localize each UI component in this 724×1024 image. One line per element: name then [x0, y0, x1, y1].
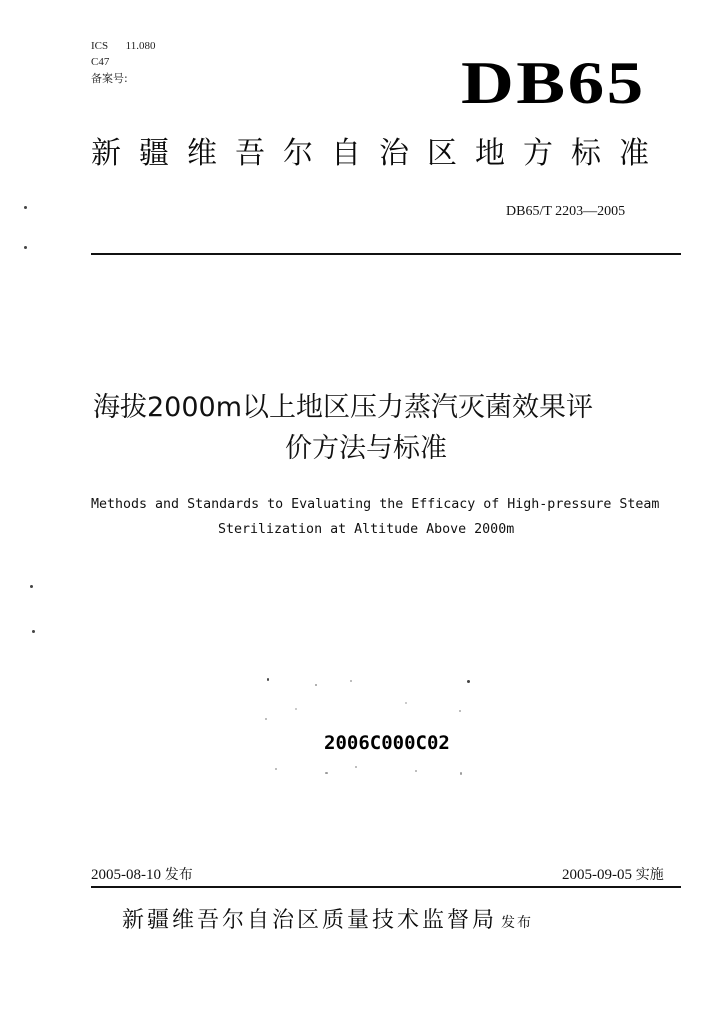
effective-date: 2005-09-05	[562, 867, 632, 883]
margin-mark	[24, 206, 27, 209]
ics-line	[91, 40, 155, 53]
publisher-line	[122, 907, 533, 937]
ccs-code: C47	[91, 56, 110, 68]
header-divider	[91, 253, 681, 255]
publisher-suffix: 发布	[501, 915, 534, 931]
effective-date-line	[562, 866, 664, 884]
issue-date: 2005-08-10	[91, 867, 161, 883]
issue-label: 发布	[164, 867, 193, 883]
footer-divider	[91, 886, 681, 888]
ics-label: ICS	[91, 40, 109, 52]
filing-label: 备案号:	[91, 72, 128, 85]
title-zh-line2: 价方法与标准	[285, 433, 447, 464]
title-zh-line1: 海拔2000m以上地区压力蒸汽灭菌效果评	[93, 392, 594, 423]
standard-number: DB65/T 2203—2005	[506, 204, 626, 219]
title-en-line1: Methods and Standards to Evaluating the Efficacy of High-pressure Steam	[91, 497, 660, 512]
publisher-name: 新疆维吾尔自治区质量技术监督局	[122, 908, 498, 933]
effective-label: 实施	[635, 867, 664, 883]
margin-mark	[32, 630, 35, 633]
stamp-area	[255, 670, 485, 790]
issue-date-line	[91, 866, 193, 884]
title-en-line2: Sterilization at Altitude Above 2000m	[218, 522, 515, 537]
margin-mark	[24, 246, 27, 249]
standard-logo: DB65	[461, 50, 646, 116]
standard-category: 新疆维吾尔自治区地方标准	[91, 136, 667, 171]
ics-code: 11.080	[125, 40, 156, 52]
archive-stamp-code: 2006C000C02	[324, 732, 450, 754]
margin-mark	[30, 585, 33, 588]
